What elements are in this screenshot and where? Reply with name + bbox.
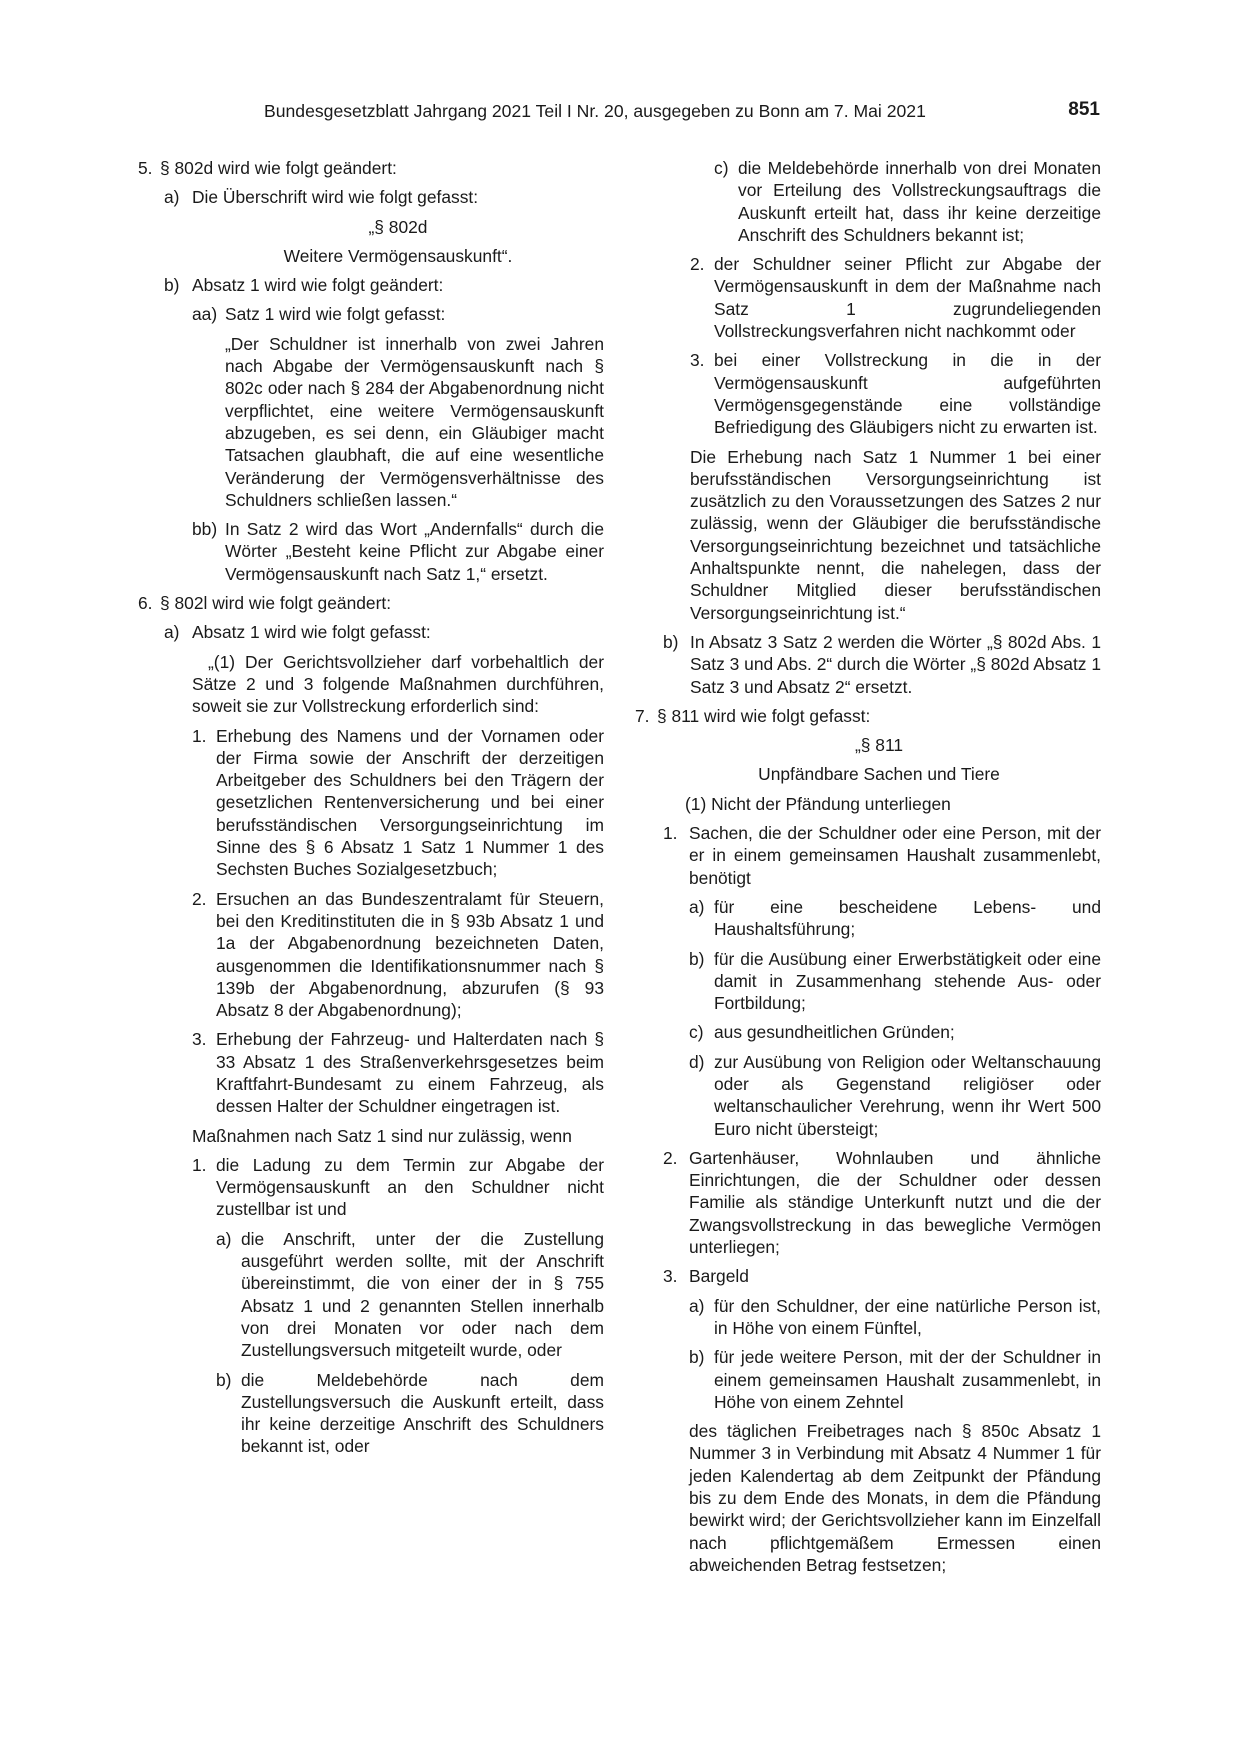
list-item-text: § 802l wird wie folgt geändert: [160, 593, 392, 614]
left-column-list-item [138, 621, 604, 643]
left-column-list-item [138, 186, 604, 208]
list-marker: 7. [635, 705, 650, 726]
right-column [635, 157, 1101, 1583]
list-item-text: In Satz 2 wird das Wort „Andernfalls“ durch die Wörter „Besteht keine Pflicht zur Abgabe einer Vermögensauskunft nach Satz 1,“ ersetzt. [225, 519, 604, 584]
left-column-heading: „§ 802d [368, 216, 428, 237]
list-marker: 3. [663, 1266, 678, 1287]
list-item-text: Sachen, die der Schuldner oder eine Person, mit der er in einem gemeinsamen Haushalt zusammenlebt, benötigt [689, 823, 1101, 888]
list-item-text: der Schuldner seiner Pflicht zur Abgabe der Vermögensauskunft in dem der Maßnahme nach Satz 1 zugrundeliegenden Vollstreckungsverfahren nicht nachkommt oder [714, 254, 1101, 342]
right-column-list-item [655, 157, 1101, 246]
list-item-text: § 802d wird wie folgt geändert: [160, 158, 397, 178]
list-marker: 3. [192, 1029, 207, 1050]
right-column-paragraph [655, 446, 1101, 624]
list-marker: d) [689, 1051, 705, 1072]
list-item-text: für den Schuldner, der eine natürliche Person ist, in Höhe von einem Fünftel, [714, 1295, 1101, 1338]
right-column-list-item [655, 1051, 1101, 1140]
left-column [138, 157, 604, 1465]
paragraph-text: „Der Schuldner ist innerhalb von zwei Jahren nach Abgabe der Vermögensauskunft nach § 802c oder nach § 284 der Abgabenordnung nicht verpflichtet, eine weitere Vermögensauskunft abzugeben, es sei denn, ein Gläubiger macht Tatsachen glaubhaft, die auf eine wesentliche Veränderung der Vermögensverhältnisse des Schuldners schließen lassen.“ [225, 333, 604, 510]
list-marker: 3. [690, 350, 705, 371]
paragraph-text: Die Erhebung nach Satz 1 Nummer 1 bei einer berufsständischen Versorgungseinrichtung ist zusätzlich zu den Voraussetzungen des Satzes 2 nur zulässig, wenn der Gläubiger die berufsständische Versorgungseinrichtung bezeichnet und tatsächliche Anhaltspunkte nennt, die nahelegen, dass der Schuldner Mitglied dieser berufsständischen Versorgungseinrichtung ist.“ [690, 446, 1101, 623]
list-marker: a) [164, 622, 180, 643]
right-column-list-item [655, 631, 1101, 698]
page-number: 851 [1068, 99, 1100, 120]
list-marker: aa) [192, 304, 218, 325]
list-marker: bb) [192, 519, 218, 540]
right-column-list-item [655, 1295, 1101, 1340]
list-item-text: Bargeld [689, 1266, 749, 1287]
page-header [264, 99, 1100, 129]
list-item-text: Ersuchen an das Bundeszentralamt für Steuern, bei den Kreditinstituten die in § 93b Absatz 1 und 1a der Abgabenordnung bezeichneten Daten, ausgenommen die Identifikationsnummer nach § 139b der Abgabenordnung, abzurufen (§ 93 Absatz 8 der Abgabenordnung); [216, 888, 604, 1021]
list-item-text: Satz 1 wird wie folgt gefasst: [225, 304, 446, 325]
right-column-heading: „§ 811 [854, 735, 904, 756]
right-column-heading: Unpfändbare Sachen und Tiere [758, 764, 1000, 785]
left-column-list-item [138, 1369, 604, 1458]
left-column-list-item [138, 1228, 604, 1362]
list-marker: 1. [192, 1154, 207, 1175]
left-column-paragraph [138, 651, 604, 718]
left-column-list-item [138, 725, 604, 881]
list-marker: b) [689, 1347, 705, 1368]
list-marker: 6. [138, 593, 153, 614]
right-column-list-item [655, 253, 1101, 342]
right-column-paragraph [655, 793, 1101, 815]
left-column-list-item [138, 274, 604, 296]
list-item-text: Die Überschrift wird wie folgt gefasst: [192, 187, 479, 208]
left-column-list-item [138, 592, 604, 614]
right-column-list-item [655, 822, 1101, 889]
list-item-text: Gartenhäuser, Wohnlauben und ähnliche Einrichtungen, die der Schuldner oder dessen Familie als ständige Unterkunft nutzt und die der Zwangsvollstreckung in das bewegliche Vermögen unterliegen; [689, 1147, 1101, 1258]
left-column-list-item [138, 888, 604, 1022]
list-item-text: Erhebung des Namens und der Vornamen oder der Firma sowie der Anschrift der derzeitigen Arbeitgeber des Schuldners bei den Trägern der gesetzlichen Rentenversicherung und bei einer berufsständischen Versorgungseinrichtung im Sinne des § 6 Absatz 1 Satz 1 Nummer 1 des Sechsten Buches Sozialgesetzbuch; [216, 725, 604, 880]
list-item-text: die Meldebehörde innerhalb von drei Monaten vor Erteilung des Vollstreckungsauftrags die Auskunft erteilt hat, dass ihr keine derzeitige Anschrift des Schuldners bekannt ist; [738, 158, 1101, 245]
list-marker: b) [663, 631, 679, 652]
right-column-list-item [655, 896, 1101, 941]
left-column-list-item [138, 157, 604, 179]
right-column-list-item [655, 948, 1101, 1015]
list-item-text: bei einer Vollstreckung in die in der Vermögensauskunft aufgeführten Vermögensgegenstände eine vollständige Befriedigung des Gläubigers nicht zu erwarten ist. [714, 350, 1101, 438]
left-column-list-item [138, 303, 604, 325]
list-marker: 2. [690, 254, 705, 275]
paragraph-text: (1) Nicht der Pfändung unterliegen [685, 793, 951, 814]
left-column-paragraph [138, 333, 604, 511]
list-item-text: zur Ausübung von Religion oder Weltanschauung oder als Gegenstand religiöser oder weltanschaulicher Verehrung, wenn ihr Wert 500 Euro nicht übersteigt; [714, 1051, 1101, 1139]
right-column-paragraph [655, 1420, 1101, 1576]
list-item-text: die Meldebehörde nach dem Zustellungsversuch die Auskunft erteilt, dass ihr keine derzeitige Anschrift des Schuldners bekannt ist, oder [241, 1369, 604, 1457]
right-column-list-item [655, 1147, 1101, 1258]
list-marker: 2. [663, 1147, 678, 1168]
list-marker: b) [689, 948, 705, 969]
header-title: Bundesgesetzblatt Jahrgang 2021 Teil I Nr. 20, ausgegeben zu Bonn am 7. Mai 2021 [264, 101, 926, 121]
list-marker: a) [164, 187, 180, 208]
right-column-list-item [635, 705, 1101, 727]
left-column-paragraph [138, 1125, 604, 1147]
list-marker: c) [689, 1022, 704, 1043]
list-item-text: für jede weitere Person, mit der der Schuldner in einem gemeinsamen Haushalt zusammenlebt, in Höhe von einem Zehntel [714, 1347, 1101, 1412]
paragraph-text: Maßnahmen nach Satz 1 sind nur zulässig, wenn [192, 1125, 572, 1146]
list-marker: 1. [663, 823, 678, 844]
left-column-list-item [138, 1028, 604, 1117]
right-column-list-item [655, 1021, 1101, 1043]
list-item-text: Absatz 1 wird wie folgt gefasst: [192, 622, 431, 643]
right-column-list-item [655, 1346, 1101, 1413]
list-item-text: für eine bescheidene Lebens- und Haushaltsführung; [714, 896, 1101, 940]
list-marker: a) [689, 896, 705, 917]
left-column-list-item [138, 518, 604, 585]
list-item-text: § 811 wird wie folgt gefasst: [657, 705, 871, 726]
list-marker: a) [216, 1228, 232, 1249]
list-item-text: für die Ausübung einer Erwerbstätigkeit oder eine damit in Zusammenhang stehende Aus- oder Fortbildung; [714, 948, 1101, 1014]
list-item-text: aus gesundheitlichen Gründen; [714, 1022, 955, 1043]
paragraph-text: des täglichen Freibetrages nach § 850c Absatz 1 Nummer 3 in Verbindung mit Absatz 4 Nummer 1 für jeden Kalendertag ab dem Zeitpunkt der Pfändung bis zu dem Ende des Monats, in dem die Pfändung bewirkt wird; der Gerichtsvollzieher kann im Einzelfall nach pflichtgemäßem Ermessen einen abweichenden Betrag festsetzen; [689, 1421, 1101, 1575]
right-column-list-item [655, 1265, 1101, 1287]
list-marker: 1. [192, 725, 207, 746]
list-marker: b) [216, 1369, 232, 1390]
list-item-text: Absatz 1 wird wie folgt geändert: [192, 275, 444, 296]
left-column-heading: Weitere Vermögensauskunft“. [283, 245, 513, 266]
paragraph-text: „(1) Der Gerichtsvollzieher darf vorbehaltlich der Sätze 2 und 3 folgende Maßnahmen durchführen, soweit sie zur Vollstreckung erforderlich sind: [192, 651, 604, 717]
list-marker: b) [164, 275, 180, 296]
list-item-text: die Anschrift, unter der die Zustellung ausgeführt werden sollte, mit der Anschrift übereinstimmt, die von einer der in § 755 Absatz 1 und 2 genannten Stellen innerhalb von drei Monaten vor oder nach dem Zustellungsversuch mitgeteilt wurde, oder [241, 1228, 604, 1361]
list-item-text: Erhebung der Fahrzeug- und Halterdaten nach § 33 Absatz 1 des Straßenverkehrsgesetzes beim Kraftfahrt-Bundesamt zu einem Fahrzeug, als dessen Halter der Schuldner eingetragen ist. [216, 1029, 604, 1117]
list-marker: 2. [192, 888, 207, 909]
left-column-list-item [138, 1154, 604, 1221]
list-item-text: In Absatz 3 Satz 2 werden die Wörter „§ 802d Abs. 1 Satz 3 und Abs. 2“ durch die Wörter „§ 802d Absatz 1 Satz 3 und Absatz 2“ ersetzt. [690, 631, 1101, 697]
right-column-list-item [655, 349, 1101, 438]
list-marker: 5. [138, 158, 153, 178]
list-marker: c) [714, 158, 729, 178]
list-item-text: die Ladung zu dem Termin zur Abgabe der Vermögensauskunft an den Schuldner nicht zustellbar ist und [216, 1154, 604, 1220]
list-marker: a) [689, 1295, 705, 1316]
